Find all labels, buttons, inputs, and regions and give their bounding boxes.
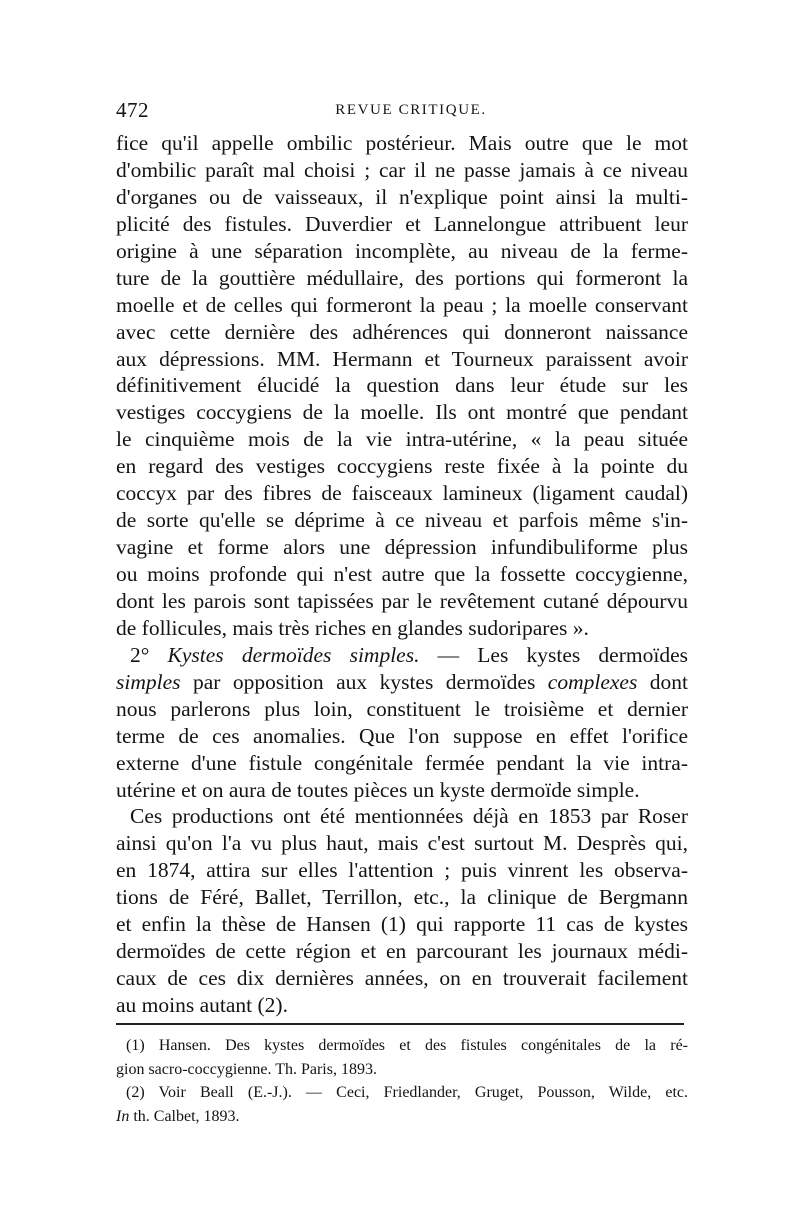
text-line: Ces productions ont été mentionnées déjà en 1853 par Roser — [130, 804, 688, 829]
text-line: vestiges coccygiens de la moelle. Ils ont montré que pendant — [116, 400, 688, 425]
text-line: caux de ces dix dernières années, on en trouverait facilement — [116, 966, 688, 991]
emphasis: complexes — [547, 669, 638, 694]
text-line: avec cette dernière des adhérences qui donneront naissance — [116, 319, 688, 344]
text-line: d'organes ou de vaisseaux, il n'explique point ainsi la multi- — [116, 184, 688, 209]
text-line: au moins autant (2). — [116, 993, 288, 1017]
section-title: Kystes dermoïdes simples. — [167, 642, 420, 667]
text-line: de sorte qu'elle se déprime à ce niveau et parfois même s'in- — [116, 508, 688, 533]
text-line: moelle et de celles qui formeront la peau ; la moelle conservant — [116, 292, 688, 317]
page-number: 472 — [116, 98, 149, 122]
text-line: origine à une séparation incomplète, au niveau de la ferme- — [116, 238, 688, 263]
emphasis: In — [116, 1107, 130, 1125]
footnote-1-line: gion sacro-coccygienne. Th. Paris, 1893. — [116, 1060, 377, 1078]
text-line: d'ombilic paraît mal choisi ; car il ne passe jamais à ce niveau — [116, 157, 688, 182]
footnote-2-line — [116, 1105, 688, 1129]
emphasis: simples — [116, 669, 181, 694]
text-fragment: — Les kystes dermoïdes — [437, 642, 688, 667]
text-fragment: dont — [649, 669, 689, 694]
text-line: ainsi qu'on l'a vu plus haut, mais c'est surtout M. Desprès qui, — [116, 831, 688, 856]
text-line: nous parlerons plus loin, constituent le troisième et dernier — [116, 696, 688, 721]
footnote-divider — [116, 1023, 684, 1025]
text-line: et enfin la thèse de Hansen (1) qui rapporte 11 cas de kystes — [116, 912, 688, 937]
text-line: en 1874, attira sur elles l'attention ; puis vinrent les observa- — [116, 858, 688, 883]
text-line: coccyx par des fibres de faisceaux lamineux (ligament caudal) — [116, 481, 688, 506]
text-fragment: th. Calbet, 1893. — [133, 1107, 240, 1125]
text-line: plicité des fistules. Duverdier et Lannelongue attribuent leur — [116, 211, 688, 236]
footnote-1-line: (1) Hansen. Des kystes dermoïdes et des fistules congénitales de la ré- — [126, 1037, 688, 1054]
body-text — [116, 130, 688, 1019]
footnotes — [116, 1034, 688, 1128]
text-line: de follicules, mais très riches en glandes sudoripares ». — [116, 615, 589, 640]
text-line — [116, 669, 688, 696]
section-number: 2° — [130, 642, 150, 667]
section-heading-line — [116, 642, 688, 669]
text-line: aux dépressions. MM. Hermann et Tourneux paraissent avoir — [116, 346, 688, 371]
text-line: externe d'une fistule congénitale fermée pendant la vie intra- — [116, 750, 688, 775]
text-line: vagine et forme alors une dépression infundibuliforme plus — [116, 535, 688, 560]
text-line: utérine et on aura de toutes pièces un kyste dermoïde simple. — [116, 777, 640, 802]
text-line: terme de ces anomalies. Que l'on suppose en effet l'orifice — [116, 723, 688, 748]
text-line: dont les parois sont tapissées par le revêtement cutané dépourvu — [116, 588, 688, 613]
running-head: REVUE CRITIQUE. — [335, 102, 487, 118]
footnote-2-line: (2) Voir Beall (E.-J.). — Ceci, Friedlander, Gruget, Pousson, Wilde, etc. — [126, 1084, 688, 1101]
text-line: ture de la gouttière médullaire, des portions qui formeront la — [116, 265, 688, 290]
text-line: le cinquième mois de la vie intra-utérine, « la peau située — [116, 427, 688, 452]
text-line: tions de Féré, Ballet, Terrillon, etc., la clinique de Bergmann — [116, 885, 688, 910]
page-header — [116, 98, 686, 124]
text-fragment: par opposition aux kystes dermoïdes — [192, 669, 536, 694]
text-line: définitivement élucidé la question dans leur étude sur les — [116, 373, 688, 398]
text-line: ou moins profonde qui n'est autre que la fossette coccygienne, — [116, 562, 688, 586]
text-line: fice qu'il appelle ombilic postérieur. Mais outre que le mot — [116, 131, 688, 155]
text-line: en regard des vestiges coccygiens reste fixée à la pointe du — [116, 454, 688, 479]
text-line: dermoïdes de cette région et en parcourant les journaux médi- — [116, 939, 688, 964]
